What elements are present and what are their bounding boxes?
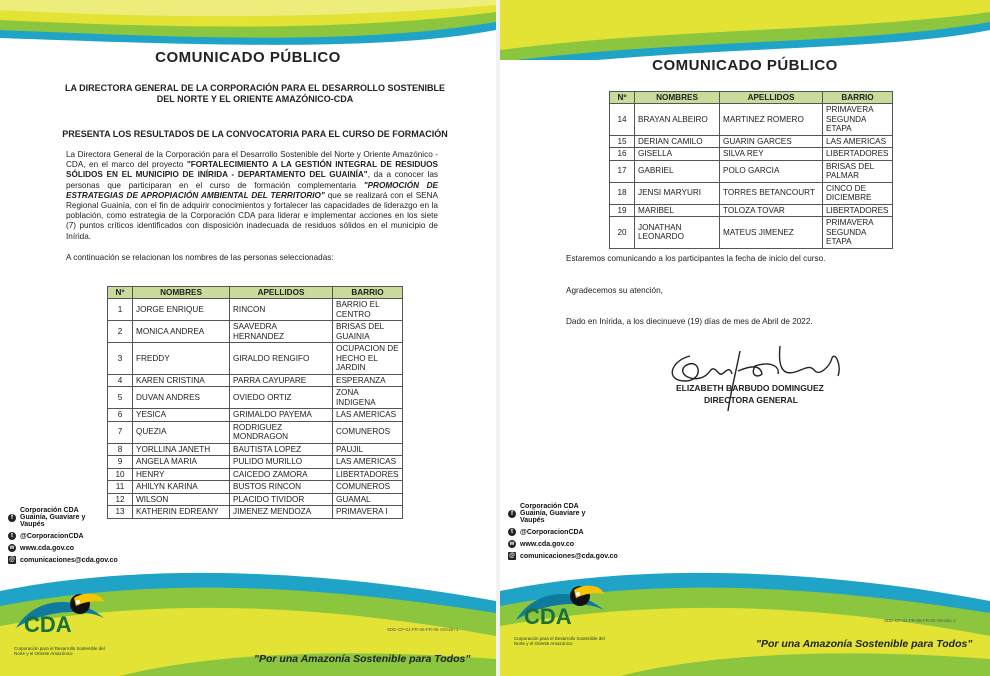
row-surnames: BAUTISTA LOPEZ: [230, 443, 333, 456]
row-number: 8: [108, 443, 133, 456]
twitter-icon: t: [508, 528, 516, 536]
table-row: [108, 409, 403, 422]
contact-twitter: t @CorporacionCDA: [8, 532, 118, 540]
col-surnames: APELLIDOS: [230, 287, 333, 299]
table-header-row: [108, 287, 403, 299]
table-row: [610, 160, 893, 182]
top-wave-band: [500, 0, 990, 60]
contact-facebook: f Corporación CDA Guainía, Guaviare y Vaupés: [8, 507, 118, 528]
row-surnames: PULIDO MURILLO: [230, 456, 333, 469]
row-neighborhood: BRISAS DEL GUAINIA: [333, 321, 403, 343]
logo-caption: Corporación para el Desarrollo Sostenible del Norte y el Oriente Amazónico: [14, 646, 105, 656]
table-row: [108, 374, 403, 387]
row-neighborhood: GUAMAL: [333, 493, 403, 506]
row-names: MONICA ANDREA: [133, 321, 230, 343]
col-names: NOMBRES: [133, 287, 230, 299]
table-row: [610, 135, 893, 148]
table-row: [108, 299, 403, 321]
closing-date: Dado en Inírida, a los diecinueve (19) días de mes de Abril de 2022.: [566, 317, 813, 326]
heading-line-1: LA DIRECTORA GENERAL DE LA CORPORACIÓN PARA EL DESARROLLO SOSTENIBLE: [64, 83, 446, 93]
col-neighborhood: BARRIO: [333, 287, 403, 299]
row-names: KATHERIN EDREANY: [133, 506, 230, 519]
row-neighborhood: LIBERTADORES: [823, 204, 893, 217]
row-number: 5: [108, 387, 133, 409]
slogan: "Por una Amazonía Sostenible para Todos": [254, 653, 471, 665]
table-row: [108, 387, 403, 409]
table-row: [108, 493, 403, 506]
facebook-icon: f: [508, 510, 516, 518]
row-surnames: PLACIDO TIVIDOR: [230, 493, 333, 506]
table-row: [108, 456, 403, 469]
col-number: Nº: [610, 92, 635, 104]
row-names: GISELLA: [635, 148, 720, 161]
row-neighborhood: LIBERTADORES: [333, 468, 403, 481]
row-names: JONATHAN LEONARDO: [635, 217, 720, 249]
contact-twitter: t @CorporacionCDA: [508, 528, 618, 536]
row-neighborhood: PRIMAVERA I: [333, 506, 403, 519]
row-names: QUEZIA: [133, 421, 230, 443]
row-number: 3: [108, 343, 133, 375]
svg-text:CDA: CDA: [524, 604, 572, 629]
twitter-icon: t: [8, 532, 16, 540]
row-neighborhood: ESPERANZA: [333, 374, 403, 387]
row-surnames: TOLOZA TOVAR: [720, 204, 823, 217]
row-neighborhood: CINCO DE DICIEMBRE: [823, 182, 893, 204]
signer-role: DIRECTORA GENERAL: [704, 395, 798, 405]
row-number: 11: [108, 481, 133, 494]
row-names: JENSI MARYURI: [635, 182, 720, 204]
row-surnames: OVIEDO ORTIZ: [230, 387, 333, 409]
row-names: JORGE ENRIQUE: [133, 299, 230, 321]
row-surnames: RINCON: [230, 299, 333, 321]
mail-icon: @: [509, 553, 515, 559]
page-title: COMUNICADO PÚBLICO: [652, 57, 838, 74]
row-number: 15: [610, 135, 635, 148]
row-number: 10: [108, 468, 133, 481]
row-names: FREDDY: [133, 343, 230, 375]
row-neighborhood: LAS AMERICAS: [333, 409, 403, 422]
logo-caption: Corporación para el Desarrollo Sostenible del Norte y el Oriente Amazónico: [514, 636, 605, 646]
row-neighborhood: ZONA INDIGENA: [333, 387, 403, 409]
row-surnames: MATEUS JIMENEZ: [720, 217, 823, 249]
contact-email: @ comunicaciones@cda.gov.co: [509, 552, 618, 560]
page-title: COMUNICADO PÚBLICO: [155, 49, 341, 66]
row-names: ANGELA MARIA: [133, 456, 230, 469]
row-neighborhood: BRISAS DEL PALMAR: [823, 160, 893, 182]
heading-line-2: DEL NORTE Y EL ORIENTE AMAZÓNICO-CDA: [156, 94, 354, 104]
row-number: 2: [108, 321, 133, 343]
row-names: BRAYAN ALBEIRO: [635, 104, 720, 136]
row-surnames: CAICEDO ZAMORA: [230, 468, 333, 481]
closing-line-1: Estaremos comunicando a los participantes la fecha de inicio del curso.: [566, 254, 826, 263]
toucan-logo: [14, 588, 106, 648]
slogan: "Por una Amazonía Sostenible para Todos": [756, 638, 973, 650]
table-header-row: [610, 92, 893, 104]
row-number: 18: [610, 182, 635, 204]
table-row: [108, 443, 403, 456]
row-surnames: GUARIN GARCES: [720, 135, 823, 148]
row-names: MARIBEL: [635, 204, 720, 217]
row-surnames: RODRIGUEZ MONDRAGON: [230, 421, 333, 443]
row-number: 7: [108, 421, 133, 443]
row-neighborhood: OCUPACION DE HECHO EL JARDIN: [333, 343, 403, 375]
row-surnames: JIMENEZ MENDOZA: [230, 506, 333, 519]
row-neighborhood: LAS AMERICAS: [333, 456, 403, 469]
participants-table-1: [107, 286, 403, 519]
row-neighborhood: PRIMAVERA SEGUNDA ETAPA: [823, 104, 893, 136]
row-number: 17: [610, 160, 635, 182]
row-names: KAREN CRISTINA: [133, 374, 230, 387]
contact-web: w www.cda.gov.co: [9, 544, 75, 552]
col-number: Nº: [108, 287, 133, 299]
document-code: SDE-CP-01-FR-06-FR-06 Versión 1: [387, 627, 459, 632]
row-number: 20: [610, 217, 635, 249]
row-number: 1: [108, 299, 133, 321]
subheading: PRESENTA LOS RESULTADOS DE LA CONVOCATORIA PARA EL CURSO DE FORMACIÓN: [62, 129, 448, 139]
mail-icon: @: [9, 557, 15, 563]
row-surnames: POLO GARCIA: [720, 160, 823, 182]
row-surnames: GRIMALDO PAYEMA: [230, 409, 333, 422]
row-neighborhood: COMUNEROS: [333, 421, 403, 443]
row-number: 9: [108, 456, 133, 469]
table-row: [610, 204, 893, 217]
row-names: YORLLINA JANETH: [133, 443, 230, 456]
toucan-logo: [514, 580, 606, 640]
globe-icon: w: [9, 545, 15, 551]
closing-line-2: Agradecemos su atención,: [566, 286, 663, 295]
row-number: 6: [108, 409, 133, 422]
row-names: AHILYN KARINA: [133, 481, 230, 494]
row-neighborhood: LAS AMERICAS: [823, 135, 893, 148]
row-neighborhood: BARRIO EL CENTRO: [333, 299, 403, 321]
svg-text:CDA: CDA: [24, 612, 72, 637]
row-neighborhood: PAUJIL: [333, 443, 403, 456]
globe-icon: w: [509, 541, 515, 547]
row-number: 4: [108, 374, 133, 387]
heading-director: [40, 83, 470, 105]
row-number: 19: [610, 204, 635, 217]
table-row: [108, 321, 403, 343]
row-names: YESICA: [133, 409, 230, 422]
table-row: [108, 343, 403, 375]
table-row: [610, 148, 893, 161]
row-number: 14: [610, 104, 635, 136]
row-number: 16: [610, 148, 635, 161]
row-neighborhood: PRIMAVERA SEGUNDA ETAPA: [823, 217, 893, 249]
col-neighborhood: BARRIO: [823, 92, 893, 104]
contact-facebook: f Corporación CDA Guainía, Guaviare y Vaupés: [508, 503, 618, 524]
document-page-2: [500, 0, 990, 676]
table-row: [610, 182, 893, 204]
participants-table-2: [609, 91, 893, 249]
row-surnames: SILVA REY: [720, 148, 823, 161]
table-row: [610, 104, 893, 136]
facebook-icon: f: [8, 514, 16, 522]
list-intro: A continuación se relacionan los nombres de las personas seleccionadas:: [66, 253, 334, 262]
row-surnames: GIRALDO RENGIFO: [230, 343, 333, 375]
intro-paragraph: La Directora General de la Corporación para el Desarrollo Sostenible del Norte y Oriente Amazónico - CDA, en el marco del proyecto "FORTALECIMIENTO A LA GESTIÓN INTEGRAL DE RESIDUOS SÓLIDOS EN EL MUNICIPIO DE INÍRIDA - DEPARTAMENTO DEL GUAINÍA", da a conocer las personas que participaran en el curso de formación complementaria "PROMOCIÓN DE ESTRATEGIAS DE APROPIACIÓN AMBIENTAL DEL TERRITORIO" que se realizará con el SENA Regional Guainía, con el fin de adquirir conocimientos y fortalecer las capacidades de liderazgo en la población, como estrategia de la Corporación CDA para liderar e implementar acciones en los siete (7) puntos críticos identificados con disposición inadecuada de residuos sólidos en el municipio de Inírida.: [66, 150, 439, 241]
row-names: HENRY: [133, 468, 230, 481]
row-names: DERIAN CAMILO: [635, 135, 720, 148]
row-surnames: SAAVEDRA HERNANDEZ: [230, 321, 333, 343]
row-names: GABRIEL: [635, 160, 720, 182]
table-row: [108, 481, 403, 494]
row-surnames: PARRA CAYUPARE: [230, 374, 333, 387]
row-surnames: BUSTOS RINCON: [230, 481, 333, 494]
table-row: [108, 506, 403, 519]
col-names: NOMBRES: [635, 92, 720, 104]
document-code: SDE-CP-01-FR-06-FR-06 Versión 1: [884, 618, 956, 623]
row-neighborhood: COMUNEROS: [333, 481, 403, 494]
row-neighborhood: LIBERTADORES: [823, 148, 893, 161]
col-surnames: APELLIDOS: [720, 92, 823, 104]
table-row: [108, 468, 403, 481]
row-surnames: MARTINEZ ROMERO: [720, 104, 823, 136]
signer-name: ELIZABETH BARBUDO DOMINGUEZ: [676, 383, 824, 393]
contact-email: @ comunicaciones@cda.gov.co: [9, 556, 118, 564]
row-number: 13: [108, 506, 133, 519]
row-names: WILSON: [133, 493, 230, 506]
row-names: DUVAN ANDRES: [133, 387, 230, 409]
row-number: 12: [108, 493, 133, 506]
contact-web: w www.cda.gov.co: [509, 540, 575, 548]
row-surnames: TORRES BETANCOURT: [720, 182, 823, 204]
table-row: [610, 217, 893, 249]
table-row: [108, 421, 403, 443]
